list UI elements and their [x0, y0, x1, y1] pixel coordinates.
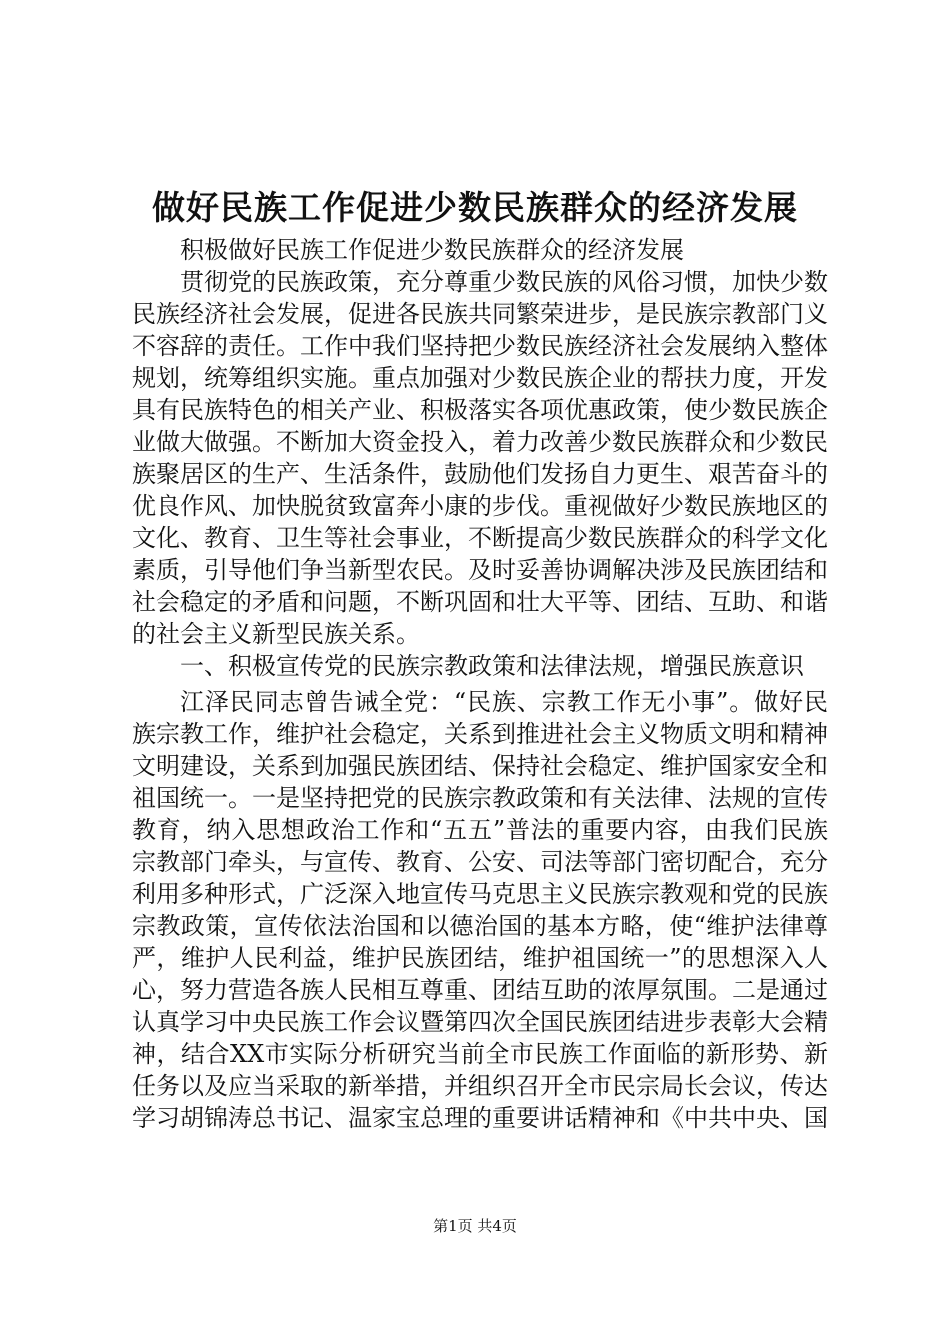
document-title: 做好民族工作促进少数民族群众的经济发展	[152, 188, 798, 227]
section-heading-1: 一、积极宣传党的民族宗教政策和法律法规，增强民族意识	[180, 652, 804, 680]
body-paragraph-section-1: 江泽民同志曾告诫全党：“民族、宗教工作无小事”。做好民族宗教工作，维护社会稳定，关系到推进社会主义物质文明和精神文明建设，关系到加强民族团结、保持社会稳定、维护国家安全和祖国统一。一是坚持把党的民族宗教政策和有关法律、法规的宣传教育，纳入思想政治工作和“五五”普法的重要内容，由我们民族宗教部门牵头，与宣传、教育、公安、司法等部门密切配合，充分利用多种形式，广泛深入地宣传马克思主义民族宗教观和党的民族宗教政策，宣传依法治国和以德治国的基本方略，使“维护法律尊严，维护人民利益，维护民族团结，维护祖国统一”的思想深入人心，努力营造各族人民相互尊重、团结互助的浓厚氛围。二是通过认真学习中央民族工作会议暨第四次全国民族团结进步表彰大会精神，结合XX市实际分析研究当前全市民族工作面临的新形势、新任务以及应当采取的新举措，并组织召开全市民宗局长会议，传达学习胡锦涛总书记、温家宝总理的重要讲话精神和《中共中央、国	[132, 688, 828, 1132]
page-footer: 第1页 共4页	[433, 1217, 517, 1235]
body-paragraph-intro: 贯彻党的民族政策，充分尊重少数民族的风俗习惯，加快少数民族经济社会发展，促进各民族共同繁荣进步，是民族宗教部门义不容辞的责任。工作中我们坚持把少数民族经济社会发展纳入整体规划，统筹组织实施。重点加强对少数民族企业的帮扶力度，开发具有民族特色的相关产业、积极落实各项优惠政策，使少数民族企业做大做强。不断加大资金投入，着力改善少数民族群众和少数民族聚居区的生产、生活条件，鼓励他们发扬自力更生、艰苦奋斗的优良作风、加快脱贫致富奔小康的步伐。重视做好少数民族地区的文化、教育、卫生等社会事业，不断提高少数民族群众的科学文化素质，引导他们争当新型农民。及时妥善协调解决涉及民族团结和社会稳定的矛盾和问题，不断巩固和壮大平等、团结、互助、和谐的社会主义新型民族关系。	[132, 268, 828, 648]
subtitle-paragraph: 积极做好民族工作促进少数民族群众的经济发展	[180, 236, 684, 264]
document-body	[132, 234, 828, 1134]
